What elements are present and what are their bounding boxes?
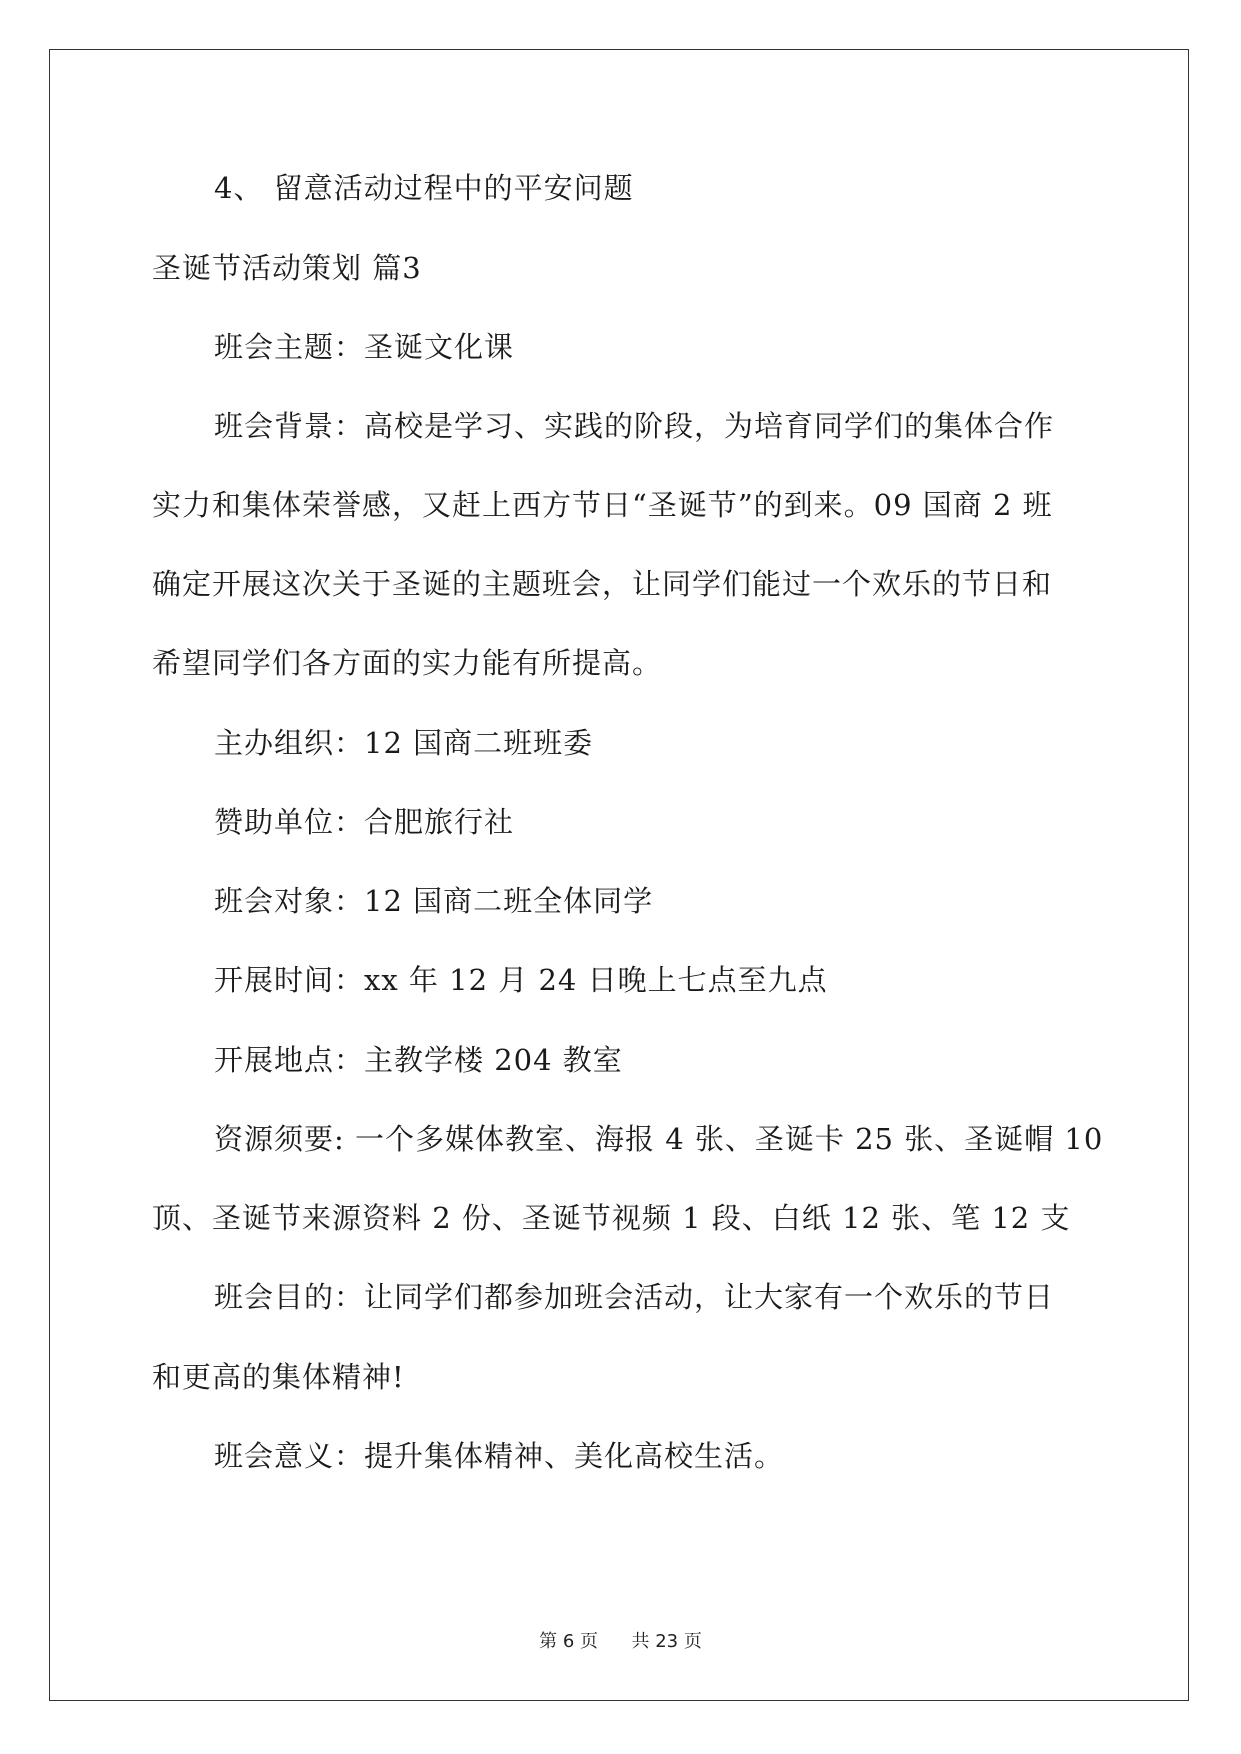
page-footer — [0, 1630, 1241, 1654]
paragraph-time: 开展时间：xx 年 12 月 24 日晚上七点至九点 — [214, 963, 828, 997]
paragraph-resources-line-1: 资源须要: 一个多媒体教室、海报 4 张、圣诞卡 25 张、圣诞帽 10 — [214, 1122, 1104, 1156]
paragraph-resources-line-2: 顶、圣诞节来源资料 2 份、圣诞节视频 1 段、白纸 12 张、笔 12 支 — [152, 1201, 1071, 1235]
paragraph-location: 开展地点：主教学楼 204 教室 — [214, 1043, 623, 1077]
paragraph-audience: 班会对象：12 国商二班全体同学 — [214, 884, 654, 918]
paragraph-theme: 班会主题：圣诞文化课 — [214, 330, 515, 364]
paragraph-purpose-line-2: 和更高的集体精神! — [152, 1360, 405, 1394]
page-number: 第 6 页 — [539, 1631, 599, 1652]
paragraph-background-line-2: 实力和集体荣誉感，又赶上西方节日“圣诞节”的到来。09 国商 2 班 — [152, 488, 1053, 522]
paragraph-background-line-1: 班会背景：高校是学习、实践的阶段，为培育同学们的集体合作 — [214, 409, 1055, 443]
list-item-safety-note: 4、 留意活动过程中的平安问题 — [214, 171, 634, 205]
page-total: 共 23 页 — [631, 1631, 702, 1652]
paragraph-purpose-line-1: 班会目的：让同学们都参加班会活动，让大家有一个欢乐的节日 — [214, 1280, 1055, 1314]
paragraph-background-line-3: 确定开展这次关于圣诞的主题班会，让同学们能过一个欢乐的节日和 — [152, 567, 1053, 601]
section-heading: 圣诞节活动策划 篇3 — [152, 251, 422, 285]
paragraph-background-line-4: 希望同学们各方面的实力能有所提高。 — [152, 646, 663, 680]
paragraph-organizer: 主办组织：12 国商二班班委 — [214, 726, 594, 760]
paragraph-sponsor: 赞助单位：合肥旅行社 — [214, 805, 515, 839]
paragraph-significance: 班会意义：提升集体精神、美化高校生活。 — [214, 1439, 785, 1473]
